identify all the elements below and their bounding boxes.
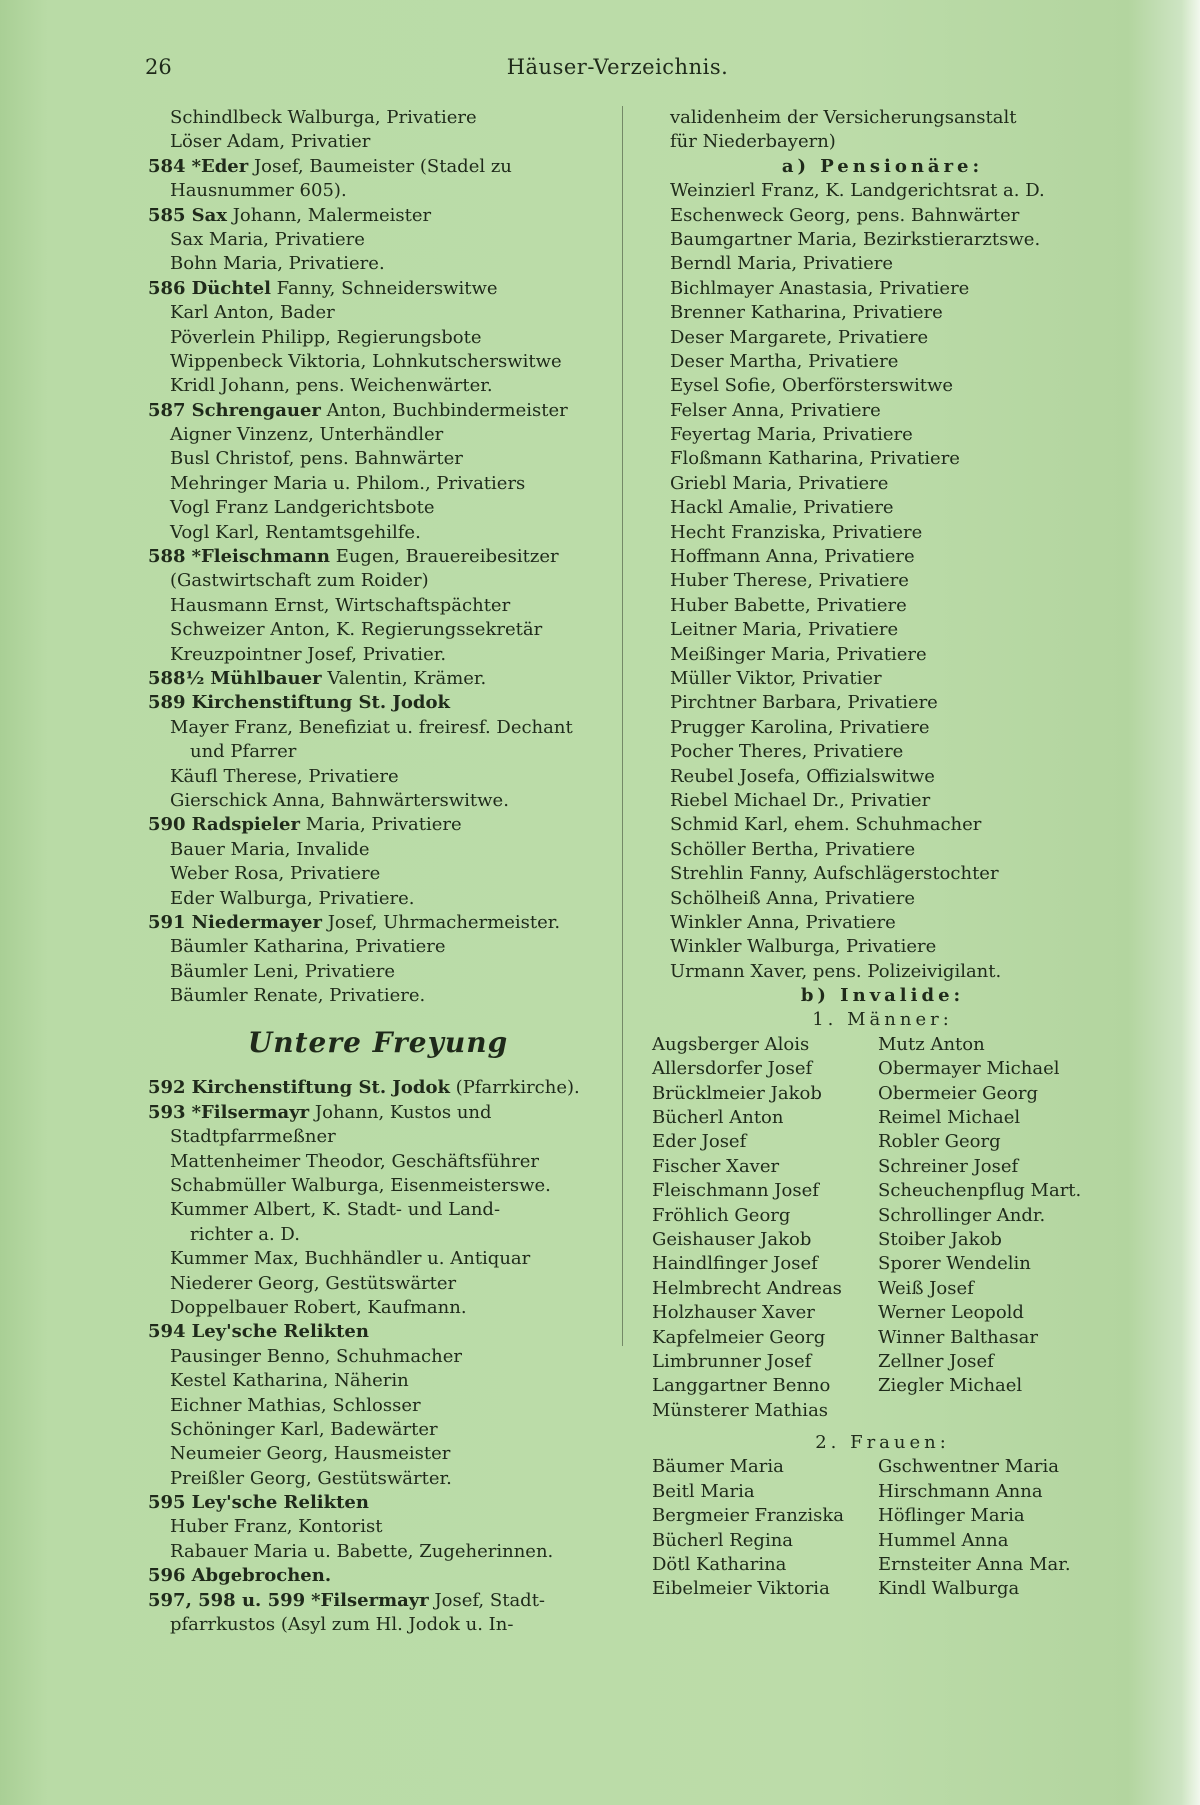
house-entry bbox=[148, 545, 608, 569]
resident-line: Eschenweck Georg, pens. Bahnwärter bbox=[670, 204, 1020, 226]
name-right: Gschwentner Maria bbox=[878, 1456, 1060, 1478]
resident-line: Sax Maria, Privatiere bbox=[170, 228, 365, 250]
owner-name: Düchtel bbox=[191, 277, 271, 299]
owner-name: *Filsermayr bbox=[311, 1589, 429, 1611]
name-right: Scheuchenpflug Mart. bbox=[878, 1180, 1082, 1202]
resident-line: Hausnummer 605). bbox=[170, 180, 347, 202]
owner-details: Johann, Malermeister bbox=[232, 204, 432, 226]
name-left: Holzhauser Xaver bbox=[652, 1302, 815, 1324]
name-left: Bäumer Maria bbox=[652, 1456, 784, 1478]
name-right: Stoiber Jakob bbox=[878, 1228, 1002, 1250]
name-row bbox=[652, 1228, 1095, 1252]
section-title: Untere Freyung bbox=[247, 1026, 509, 1060]
name-right: Zellner Josef bbox=[878, 1350, 994, 1372]
resident-line: Winkler Anna, Privatiere bbox=[670, 911, 896, 933]
name-right: Ziegler Michael bbox=[878, 1375, 1023, 1397]
resident-line: Huber Therese, Privatiere bbox=[670, 570, 909, 592]
house-entry bbox=[148, 399, 608, 423]
owner-details: Johann, Kustos und bbox=[314, 1101, 492, 1123]
resident-line: Urmann Xaver, pens. Polizeivigilant. bbox=[670, 960, 1002, 982]
resident-line: Mattenheimer Theodor, Geschäftsführer bbox=[170, 1150, 539, 1172]
name-left: Dötl Katharina bbox=[652, 1554, 787, 1576]
owner-details: Eugen, Brauereibesitzer bbox=[335, 546, 559, 568]
resident-line: pfarrkustos (Asyl zum Hl. Jodok u. In- bbox=[170, 1614, 514, 1636]
name-right: Robler Georg bbox=[878, 1131, 1001, 1153]
house-entry bbox=[148, 911, 608, 935]
name-row bbox=[652, 1155, 1095, 1179]
name-row bbox=[652, 1504, 1095, 1528]
house-number: 591 bbox=[148, 911, 186, 933]
name-right: Werner Leopold bbox=[878, 1302, 1024, 1324]
resident-line: Eichner Mathias, Schlosser bbox=[170, 1394, 421, 1416]
resident-line: Bäumler Katharina, Privatiere bbox=[170, 936, 446, 958]
resident-line: Bichlmayer Anastasia, Privatiere bbox=[670, 277, 970, 299]
name-left: Beitl Maria bbox=[652, 1480, 755, 1502]
resident-line: Schindlbeck Walburga, Privatiere bbox=[170, 107, 477, 128]
name-row bbox=[652, 1277, 1095, 1301]
invalid-women-list bbox=[652, 1455, 1095, 1601]
house-number: 585 bbox=[148, 204, 186, 226]
house-number: 595 bbox=[148, 1492, 186, 1514]
resident-line: Müller Viktor, Privatier bbox=[670, 667, 882, 689]
owner-name: *Eder bbox=[191, 155, 249, 177]
subsection-heading: 1. Männer: bbox=[812, 1009, 953, 1031]
name-left: Langgartner Benno bbox=[652, 1375, 831, 1397]
name-right: Höflinger Maria bbox=[878, 1505, 1025, 1527]
resident-line: Winkler Walburga, Privatiere bbox=[670, 936, 937, 958]
name-right: Hirschmann Anna bbox=[878, 1480, 1043, 1502]
resident-line: Vogl Franz Landgerichtsbote bbox=[170, 497, 435, 519]
name-row bbox=[652, 1082, 1095, 1106]
resident-line: Floßmann Katharina, Privatiere bbox=[670, 448, 960, 470]
resident-continuation: und Pfarrer bbox=[190, 741, 297, 763]
resident-line: Stadtpfarrmeßner bbox=[170, 1126, 336, 1148]
name-row bbox=[652, 1577, 1095, 1601]
name-right: Sporer Wendelin bbox=[878, 1253, 1031, 1275]
running-title: Häuser-Verzeichnis. bbox=[506, 55, 729, 79]
name-left: Haindlfinger Josef bbox=[652, 1253, 818, 1275]
resident-line: Doppelbauer Robert, Kaufmann. bbox=[170, 1296, 467, 1318]
resident-line: Gierschick Anna, Bahnwärterswitwe. bbox=[170, 789, 509, 811]
resident-line: Eysel Sofie, Oberförsterswitwe bbox=[670, 375, 954, 397]
house-entry bbox=[148, 1564, 608, 1588]
resident-line: Riebel Michael Dr., Privatier bbox=[670, 789, 931, 811]
resident-line: Brenner Katharina, Privatiere bbox=[670, 302, 943, 324]
owner-details: Anton, Buchbindermeister bbox=[326, 399, 568, 421]
name-row bbox=[652, 1326, 1095, 1350]
name-left: Geishauser Jakob bbox=[652, 1228, 812, 1250]
owner-details: Maria, Privatiere bbox=[305, 814, 462, 836]
resident-line: Löser Adam, Privatier bbox=[170, 131, 371, 153]
resident-line: Hackl Amalie, Privatiere bbox=[670, 497, 894, 519]
name-left: Allersdorfer Josef bbox=[652, 1058, 813, 1080]
resident-line: Weinzierl Franz, K. Landgerichtsrat a. D. bbox=[670, 180, 1045, 202]
name-left: Bergmeier Franziska bbox=[652, 1505, 844, 1527]
house-number: 587 bbox=[148, 399, 186, 421]
resident-line: Prugger Karolina, Privatiere bbox=[670, 716, 930, 738]
resident-line: Deser Martha, Privatiere bbox=[670, 350, 899, 372]
house-entry bbox=[148, 1491, 608, 1515]
resident-line: Mehringer Maria u. Philom., Privatiers bbox=[170, 472, 526, 494]
name-left: Fischer Xaver bbox=[652, 1155, 780, 1177]
resident-line: Bohn Maria, Privatiere. bbox=[170, 253, 385, 275]
resident-line: Rabauer Maria u. Babette, Zugeherinnen. bbox=[170, 1540, 554, 1562]
name-row bbox=[652, 1301, 1095, 1325]
owner-name: Abgebrochen. bbox=[191, 1565, 332, 1587]
subsection-heading: b) Invalide: bbox=[800, 985, 965, 1007]
right-column-lines bbox=[670, 106, 1095, 1033]
name-right: Mutz Anton bbox=[878, 1033, 985, 1055]
owner-name: Kirchenstiftung St. Jodok bbox=[191, 1077, 450, 1099]
resident-line: (Gastwirtschaft zum Roider) bbox=[170, 570, 429, 592]
resident-line: Reubel Josefa, Offizialswitwe bbox=[670, 765, 935, 787]
resident-continuation: richter a. D. bbox=[190, 1223, 300, 1245]
house-entry bbox=[148, 277, 608, 301]
name-right: Obermayer Michael bbox=[878, 1058, 1060, 1080]
owner-name: Ley'sche Relikten bbox=[191, 1321, 369, 1343]
house-number: 589 bbox=[148, 692, 186, 714]
resident-line: Meißinger Maria, Privatiere bbox=[670, 643, 927, 665]
resident-line: Huber Franz, Kontorist bbox=[170, 1516, 383, 1538]
name-row bbox=[652, 1350, 1095, 1374]
owner-details: Josef, Stadt- bbox=[434, 1589, 546, 1611]
name-row bbox=[652, 1252, 1095, 1276]
house-entry bbox=[148, 1076, 608, 1100]
resident-line: Schabmüller Walburga, Eisenmeisterswe. bbox=[170, 1175, 551, 1197]
owner-details: Valentin, Krämer. bbox=[327, 667, 487, 689]
name-right: Winner Balthasar bbox=[878, 1326, 1038, 1348]
house-entry bbox=[148, 1101, 608, 1125]
name-left: Brücklmeier Jakob bbox=[652, 1082, 822, 1104]
house-entry bbox=[148, 204, 608, 228]
name-row bbox=[652, 1033, 1095, 1057]
resident-line: Neumeier Georg, Hausmeister bbox=[170, 1443, 451, 1465]
owner-name: Mühlbauer bbox=[210, 667, 322, 689]
resident-line: Baumgartner Maria, Bezirkstierarztswe. bbox=[670, 228, 1041, 250]
house-number: 588½ bbox=[148, 667, 205, 689]
name-left: Eder Josef bbox=[652, 1131, 747, 1153]
resident-line: Pirchtner Barbara, Privatiere bbox=[670, 692, 938, 714]
owner-name: Radspieler bbox=[191, 814, 300, 836]
resident-line: Niederer Georg, Gestütswärter bbox=[170, 1272, 457, 1294]
resident-line: Kestel Katharina, Näherin bbox=[170, 1370, 409, 1392]
name-row bbox=[652, 1130, 1095, 1154]
owner-name: Niedermayer bbox=[191, 911, 322, 933]
owner-name: *Fleischmann bbox=[191, 546, 330, 568]
name-left: Helmbrecht Andreas bbox=[652, 1277, 842, 1299]
resident-line: Felser Anna, Privatiere bbox=[670, 399, 881, 421]
invalid-men-list bbox=[652, 1033, 1095, 1423]
name-row bbox=[652, 1399, 1095, 1423]
house-number: 593 bbox=[148, 1101, 186, 1123]
name-right: Ernsteiter Anna Mar. bbox=[878, 1554, 1071, 1576]
name-right: Hummel Anna bbox=[878, 1529, 1009, 1551]
resident-line: Busl Christof, pens. Bahnwärter bbox=[170, 448, 463, 470]
house-number: 590 bbox=[148, 814, 186, 836]
page-number: 26 bbox=[145, 55, 172, 79]
resident-line: Schmid Karl, ehem. Schuhmacher bbox=[670, 814, 982, 836]
name-row bbox=[652, 1455, 1095, 1479]
house-entry bbox=[148, 813, 608, 837]
owner-name: Kirchenstiftung St. Jodok bbox=[191, 692, 450, 714]
resident-line: Schöninger Karl, Badewärter bbox=[170, 1418, 438, 1440]
house-entry bbox=[148, 667, 608, 691]
resident-line: Berndl Maria, Privatiere bbox=[670, 253, 894, 275]
resident-line: Mayer Franz, Benefiziat u. freiresf. Dechant bbox=[170, 716, 573, 738]
resident-line: Griebl Maria, Privatiere bbox=[670, 472, 889, 494]
resident-line: Pausinger Benno, Schuhmacher bbox=[170, 1345, 462, 1367]
women-heading: 2. Frauen: bbox=[815, 1432, 950, 1454]
subsection-heading: a) Pensionäre: bbox=[781, 155, 984, 177]
name-row bbox=[652, 1374, 1095, 1398]
house-entry bbox=[148, 1589, 608, 1613]
name-row bbox=[652, 1106, 1095, 1130]
house-number: 597, 598 u. 599 bbox=[148, 1589, 306, 1611]
house-number: 594 bbox=[148, 1321, 186, 1343]
resident-line: validenheim der Versicherungsanstalt bbox=[670, 107, 1017, 128]
resident-line: Kummer Albert, K. Stadt- und Land- bbox=[170, 1199, 501, 1221]
owner-name: Schrengauer bbox=[191, 399, 321, 421]
house-number: 586 bbox=[148, 277, 186, 299]
house-entry bbox=[148, 155, 608, 179]
house-number: 592 bbox=[148, 1077, 186, 1099]
column-divider bbox=[622, 106, 623, 1346]
resident-line: Kridl Johann, pens. Weichenwärter. bbox=[170, 375, 493, 397]
name-left: Fröhlich Georg bbox=[652, 1204, 791, 1226]
resident-line: Karl Anton, Bader bbox=[170, 302, 335, 324]
owner-name: Sax bbox=[191, 204, 227, 226]
resident-line: Hoffmann Anna, Privatiere bbox=[670, 546, 915, 568]
resident-line: Leitner Maria, Privatiere bbox=[670, 619, 899, 641]
name-row bbox=[652, 1179, 1095, 1203]
house-number: 584 bbox=[148, 155, 186, 177]
resident-line: für Niederbayern) bbox=[670, 131, 836, 153]
name-left: Münsterer Mathias bbox=[652, 1399, 829, 1421]
name-row bbox=[652, 1057, 1095, 1081]
name-right: Weiß Josef bbox=[878, 1277, 974, 1299]
resident-line: Eder Walburga, Privatiere. bbox=[170, 887, 415, 909]
name-left: Bücherl Anton bbox=[652, 1107, 784, 1129]
name-left: Bücherl Regina bbox=[652, 1529, 794, 1551]
resident-line: Bäumler Leni, Privatiere bbox=[170, 960, 396, 982]
name-left: Kapfelmeier Georg bbox=[652, 1326, 826, 1348]
spacer bbox=[670, 1423, 1095, 1431]
resident-line: Pocher Theres, Privatiere bbox=[670, 741, 904, 763]
resident-line: Bäumler Renate, Privatiere. bbox=[170, 985, 426, 1007]
owner-details: (Pfarrkirche). bbox=[455, 1077, 580, 1099]
resident-line: Hausmann Ernst, Wirtschaftspächter bbox=[170, 594, 511, 616]
name-left: Limbrunner Josef bbox=[652, 1350, 812, 1372]
name-left: Fleischmann Josef bbox=[652, 1180, 819, 1202]
resident-line: Kreuzpointner Josef, Privatier. bbox=[170, 643, 447, 665]
house-number: 588 bbox=[148, 546, 186, 568]
name-right: Obermeier Georg bbox=[878, 1082, 1038, 1104]
right-column bbox=[652, 106, 1095, 1602]
resident-line: Vogl Karl, Rentamtsgehilfe. bbox=[170, 521, 421, 543]
resident-line: Preißler Georg, Gestütswärter. bbox=[170, 1467, 452, 1489]
house-entry bbox=[148, 1320, 608, 1344]
house-number: 596 bbox=[148, 1565, 186, 1587]
name-right: Schreiner Josef bbox=[878, 1155, 1019, 1177]
page-edge bbox=[1182, 0, 1200, 1805]
name-row bbox=[652, 1529, 1095, 1553]
left-column bbox=[148, 106, 608, 1637]
resident-line: Weber Rosa, Privatiere bbox=[170, 863, 381, 885]
resident-line: Hecht Franziska, Privatiere bbox=[670, 521, 923, 543]
resident-line: Kummer Max, Buchhändler u. Antiquar bbox=[170, 1248, 531, 1270]
name-right: Reimel Michael bbox=[878, 1107, 1021, 1129]
name-left: Eibelmeier Viktoria bbox=[652, 1578, 830, 1600]
resident-line: Aigner Vinzenz, Unterhändler bbox=[170, 424, 444, 446]
owner-name: *Filsermayr bbox=[191, 1101, 310, 1123]
resident-line: Bauer Maria, Invalide bbox=[170, 838, 370, 860]
name-right: Schrollinger Andr. bbox=[878, 1204, 1046, 1226]
resident-line: Schöller Bertha, Privatiere bbox=[670, 838, 916, 860]
resident-line: Schölheiß Anna, Privatiere bbox=[670, 887, 915, 909]
name-row bbox=[652, 1204, 1095, 1228]
resident-line: Feyertag Maria, Privatiere bbox=[670, 424, 913, 446]
owner-details: Josef, Uhrmachermeister. bbox=[327, 911, 561, 933]
resident-line: Schweizer Anton, K. Regierungssekretär bbox=[170, 619, 543, 641]
resident-line: Deser Margarete, Privatiere bbox=[670, 326, 929, 348]
owner-details: Fanny, Schneiderswitwe bbox=[276, 277, 498, 299]
name-row bbox=[652, 1553, 1095, 1577]
resident-line: Strehlin Fanny, Aufschlägerstochter bbox=[670, 863, 999, 885]
resident-line: Wippenbeck Viktoria, Lohnkutscherswitwe bbox=[170, 350, 562, 372]
house-entry bbox=[148, 691, 608, 715]
name-right: Kindl Walburga bbox=[878, 1578, 1020, 1600]
owner-name: Ley'sche Relikten bbox=[191, 1492, 369, 1514]
owner-details: Josef, Baumeister (Stadel zu bbox=[253, 155, 512, 177]
name-left: Augsberger Alois bbox=[652, 1033, 810, 1055]
resident-line: Käufl Therese, Privatiere bbox=[170, 765, 399, 787]
resident-line: Huber Babette, Privatiere bbox=[670, 594, 907, 616]
page-header bbox=[145, 55, 1090, 89]
name-row bbox=[652, 1480, 1095, 1504]
resident-line: Pöverlein Philipp, Regierungsbote bbox=[170, 326, 482, 348]
